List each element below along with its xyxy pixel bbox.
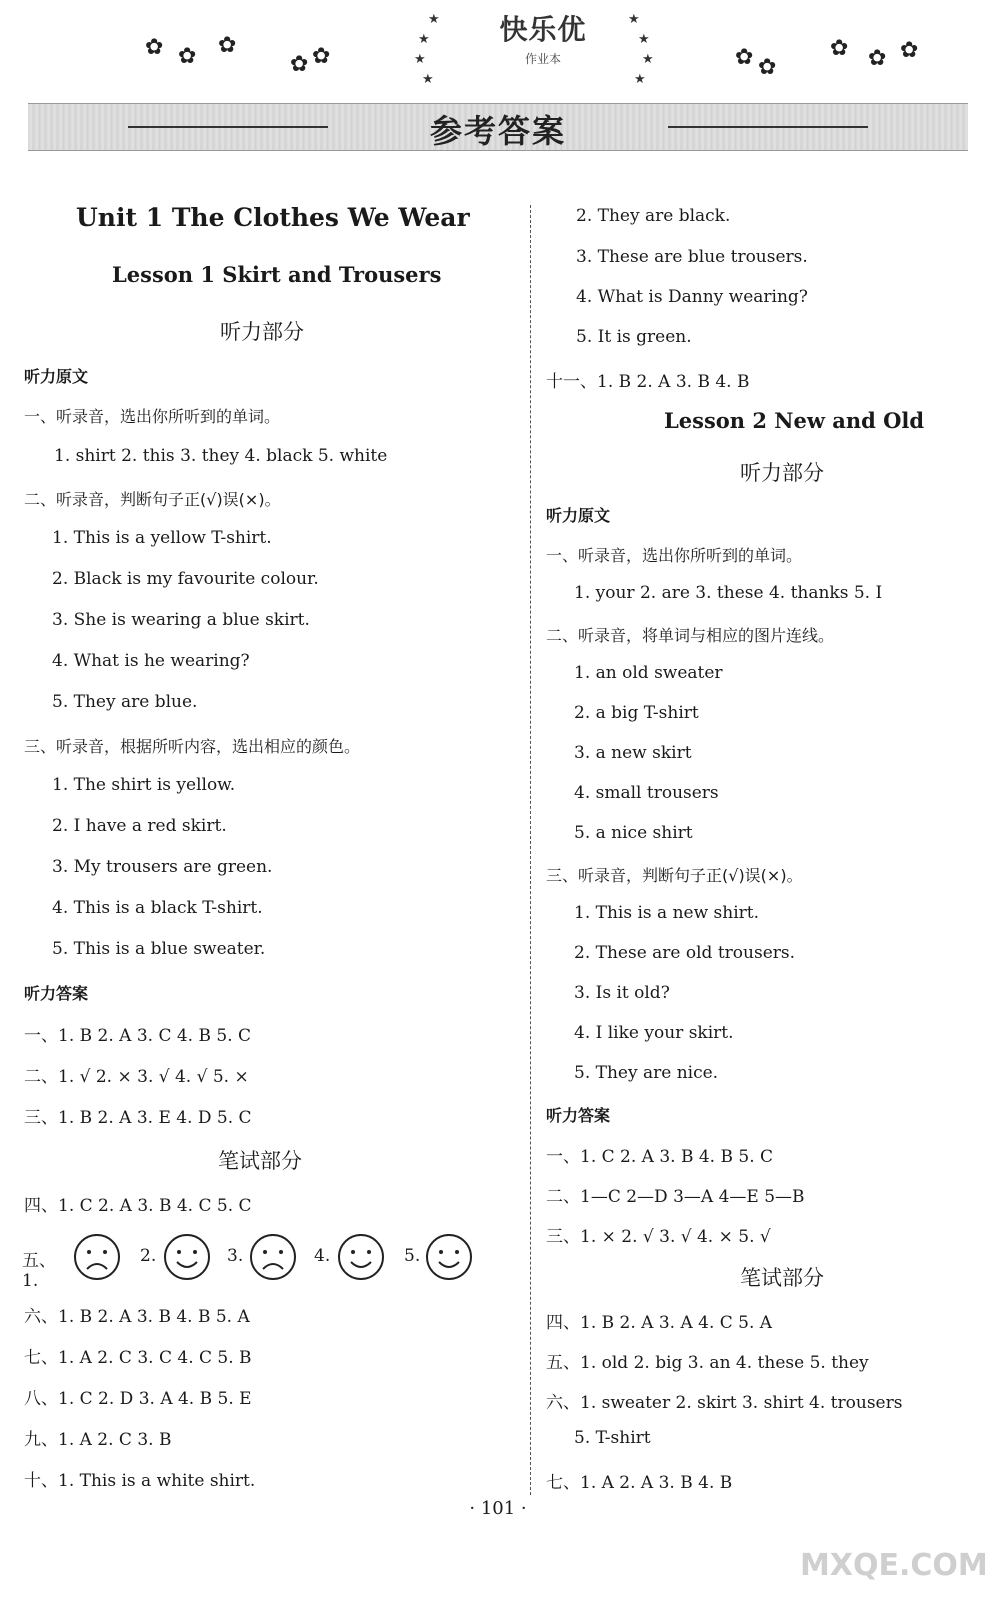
watermark: MXQE.COM — [800, 1548, 988, 1583]
question-title: 三、听录音，判断句子正(√)误(×)。 — [546, 866, 803, 885]
question-title: 一、听录音，选出你所听到的单词。 — [546, 546, 803, 565]
answer-row: 四、1. B 2. A 3. A 4. C 5. A — [546, 1313, 773, 1333]
list-item: 1. This is a yellow T-shirt. — [52, 528, 272, 548]
answer-row: 三、1. × 2. √ 3. √ 4. × 5. √ — [546, 1227, 771, 1247]
list-item: 4. small trousers — [574, 783, 719, 803]
face-label: 4. — [314, 1246, 331, 1266]
star-icon: ★ — [418, 32, 430, 47]
question-title: 一、听录音，选出你所听到的单词。 — [24, 407, 281, 426]
list-item: 5. It is green. — [576, 327, 692, 347]
sad-face-icon — [248, 1232, 298, 1282]
list-item: 3. These are blue trousers. — [576, 247, 808, 267]
flower-decoration-icon: ✿ — [145, 35, 164, 60]
happy-face-icon — [424, 1232, 474, 1282]
brand-logo — [468, 8, 618, 78]
transcript-label: 听力原文 — [24, 367, 89, 386]
logo-title: 快乐优 — [499, 13, 587, 46]
flower-decoration-icon: ✿ — [218, 33, 237, 58]
list-item: 3. My trousers are green. — [52, 857, 273, 877]
list-item: 2. a big T-shirt — [574, 703, 699, 723]
list-item: 2. Black is my favourite colour. — [52, 569, 319, 589]
lesson-title: Lesson 1 Skirt and Trousers — [112, 262, 442, 287]
face-label: 3. — [227, 1246, 244, 1266]
list-item: 4. What is Danny wearing? — [576, 287, 808, 307]
lesson-title: Lesson 2 New and Old — [664, 408, 925, 433]
answer-key-banner — [28, 103, 968, 151]
star-icon: ★ — [628, 12, 640, 27]
star-icon: ★ — [638, 32, 650, 47]
column-divider — [530, 205, 531, 1495]
listening-section-title: 听力部分 — [740, 461, 824, 485]
face-label: 5. — [404, 1246, 421, 1266]
answer-row: 九、1. A 2. C 3. B — [24, 1430, 172, 1450]
answers-label: 听力答案 — [24, 984, 89, 1003]
transcript-label: 听力原文 — [546, 506, 611, 525]
list-item: 3. She is wearing a blue skirt. — [52, 610, 310, 630]
flower-decoration-icon: ✿ — [900, 38, 919, 63]
answer-row: 四、1. C 2. A 3. B 4. C 5. C — [24, 1196, 252, 1216]
answer-row: 七、1. A 2. C 3. C 4. C 5. B — [24, 1348, 252, 1368]
list-item: 2. I have a red skirt. — [52, 816, 227, 836]
logo-subtitle: 作业本 — [524, 52, 561, 66]
list-item: 5. a nice shirt — [574, 823, 693, 843]
answer-row: 二、1—C 2—D 3—A 4—E 5—B — [546, 1187, 805, 1207]
written-section-title: 笔试部分 — [740, 1266, 824, 1290]
flower-decoration-icon: ✿ — [830, 36, 849, 61]
answer-row: 十一、1. B 2. A 3. B 4. B — [546, 372, 750, 392]
happy-face-icon — [162, 1232, 212, 1282]
sad-face-icon — [72, 1232, 122, 1282]
star-icon: ★ — [414, 52, 426, 67]
list-item: 4. This is a black T-shirt. — [52, 898, 263, 918]
star-icon: ★ — [428, 12, 440, 27]
flower-decoration-icon: ✿ — [290, 52, 309, 77]
answer-row: 一、1. B 2. A 3. C 4. B 5. C — [24, 1026, 252, 1046]
happy-face-icon — [336, 1232, 386, 1282]
list-item: 5. They are blue. — [52, 692, 198, 712]
list-item: 4. What is he wearing? — [52, 651, 250, 671]
list-item: 4. I like your skirt. — [574, 1023, 734, 1043]
unit-title: Unit 1 The Clothes We Wear — [76, 203, 470, 232]
flower-decoration-icon: ✿ — [312, 44, 331, 69]
answer-row: 七、1. A 2. A 3. B 4. B — [546, 1473, 733, 1493]
face-label: 2. — [140, 1246, 157, 1266]
answer-row: 三、1. B 2. A 3. E 4. D 5. C — [24, 1108, 252, 1128]
list-item: 1. This is a new shirt. — [574, 903, 760, 923]
answer-row: 六、1. sweater 2. skirt 3. shirt 4. trousers — [546, 1393, 903, 1413]
written-section-title: 笔试部分 — [218, 1149, 302, 1173]
listening-section-title: 听力部分 — [220, 320, 304, 344]
question-title: 三、听录音，根据所听内容，选出相应的颜色。 — [24, 737, 361, 756]
star-icon: ★ — [422, 72, 434, 87]
list-item: 1. The shirt is yellow. — [52, 775, 236, 795]
answer-row: 十、1. This is a white shirt. — [24, 1471, 256, 1491]
page-number: · 101 · — [469, 1498, 527, 1519]
answer-row: 五、1. old 2. big 3. an 4. these 5. they — [546, 1353, 869, 1373]
answer-row: 六、1. B 2. A 3. B 4. B 5. A — [24, 1307, 250, 1327]
list-item: 2. They are black. — [576, 206, 731, 226]
flower-decoration-icon: ✿ — [868, 46, 887, 71]
answer-row: 二、1. √ 2. × 3. √ 4. √ 5. × — [24, 1067, 249, 1087]
list-item: 5. This is a blue sweater. — [52, 939, 266, 959]
page-header — [0, 0, 996, 160]
word-list: 1. shirt 2. this 3. they 4. black 5. white — [54, 446, 388, 466]
answer-row: 八、1. C 2. D 3. A 4. B 5. E — [24, 1389, 252, 1409]
flower-decoration-icon: ✿ — [735, 45, 754, 70]
star-icon: ★ — [642, 52, 654, 67]
word-list: 1. your 2. are 3. these 4. thanks 5. I — [574, 583, 883, 603]
face-label: 五、1. — [22, 1251, 56, 1291]
question-title: 二、听录音，将单词与相应的图片连线。 — [546, 626, 835, 645]
answer-row: 5. T-shirt — [574, 1428, 651, 1448]
flower-decoration-icon: ✿ — [178, 44, 197, 69]
list-item: 3. Is it old? — [574, 983, 670, 1003]
question-title: 二、听录音，判断句子正(√)误(×)。 — [24, 490, 281, 509]
answer-row: 一、1. C 2. A 3. B 4. B 5. C — [546, 1147, 774, 1167]
answers-label: 听力答案 — [546, 1106, 611, 1125]
star-icon: ★ — [634, 72, 646, 87]
list-item: 1. an old sweater — [574, 663, 723, 683]
list-item: 3. a new skirt — [574, 743, 692, 763]
list-item: 5. They are nice. — [574, 1063, 719, 1083]
list-item: 2. These are old trousers. — [574, 943, 796, 963]
flower-decoration-icon: ✿ — [758, 55, 777, 80]
banner-title: 参考答案 — [429, 112, 566, 150]
